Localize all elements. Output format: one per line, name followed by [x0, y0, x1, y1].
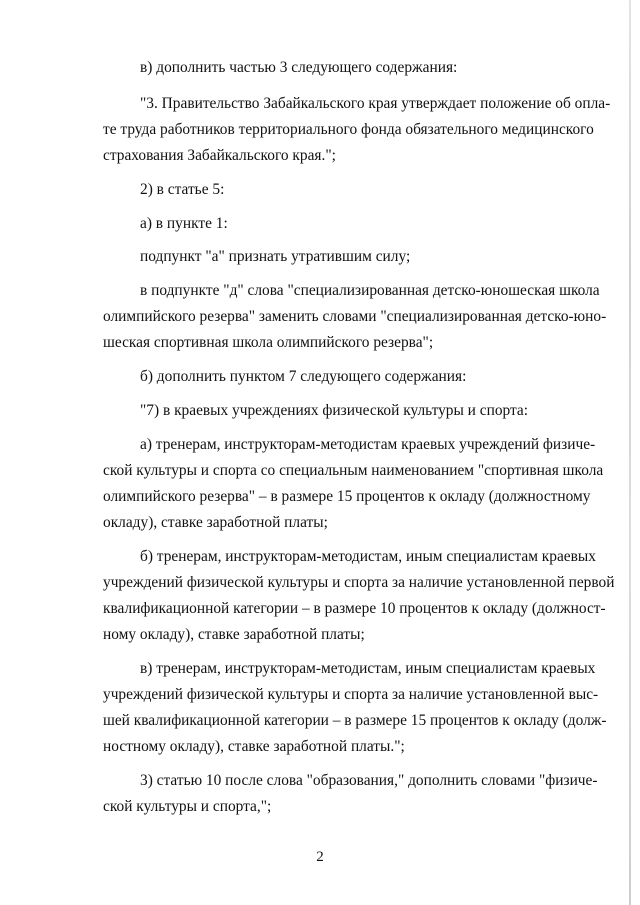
scan-edge	[629, 0, 631, 905]
paragraph-line: страхования Забайкальского края.";	[103, 147, 336, 164]
page-number: 2	[316, 849, 324, 865]
paragraph-line: 2) в статье 5:	[140, 181, 225, 198]
paragraph-line: в) дополнить частью 3 следующего содержания:	[140, 59, 458, 76]
paragraph-line: а) тренерам, инструкторам-методистам краевых учреждений физиче-	[140, 436, 596, 453]
paragraph-line: те труда работников территориального фонда обязательного медицинского	[103, 121, 594, 138]
paragraph-line: олимпийского резерва" – в размере 15 процентов к окладу (должностному	[103, 488, 591, 505]
paragraph-line: учреждений физической культуры и спорта за наличие установленной первой	[103, 574, 615, 591]
paragraph-line: в) тренерам, инструкторам-методистам, иным специалистам краевых	[140, 660, 596, 677]
paragraph-line: ской культуры и спорта со специальным наименованием "спортивная школа	[103, 462, 604, 479]
paragraph-line: в подпункте "д" слова "специализированная детско-юношеская школа	[140, 282, 600, 299]
paragraph-line: ской культуры и спорта,";	[103, 798, 272, 815]
paragraph-line: ному окладу), ставке заработной платы;	[103, 626, 365, 643]
paragraph-line: а) в пункте 1:	[140, 215, 228, 232]
paragraph-line: квалификационной категории – в размере 10 процентов к окладу (должност-	[103, 600, 606, 617]
paragraph-line: ностному окладу), ставке заработной платы.";	[103, 738, 405, 755]
paragraph-line: шей квалификационной категории – в размере 15 процентов к окладу (долж-	[103, 712, 607, 729]
paragraph-line: "3. Правительство Забайкальского края утверждает положение об опла-	[140, 95, 611, 112]
paragraph-line: учреждений физической культуры и спорта за наличие установленной выс-	[103, 686, 599, 703]
paragraph-line: 3) статью 10 после слова "образования," дополнить словами "физиче-	[140, 772, 598, 789]
paragraph-line: "7) в краевых учреждениях физической культуры и спорта:	[140, 402, 529, 419]
paragraph-line: шеская спортивная школа олимпийского резерва";	[103, 334, 434, 351]
paragraph-line: олимпийского резерва" заменить словами "специализированная детско-юно-	[103, 308, 607, 325]
paragraph-line: подпункт "а" признать утратившим силу;	[140, 248, 411, 265]
paragraph-line: окладу), ставке заработной платы;	[103, 514, 328, 531]
paragraph-line: б) дополнить пунктом 7 следующего содержания:	[140, 368, 467, 385]
paragraph-line: б) тренерам, инструкторам-методистам, иным специалистам краевых	[140, 548, 596, 565]
